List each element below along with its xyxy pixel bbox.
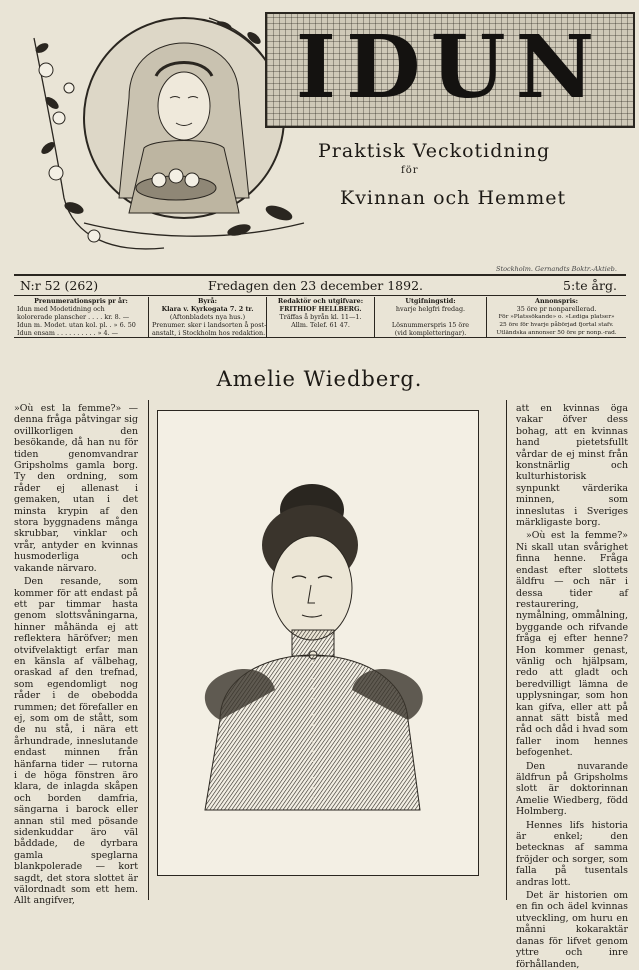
info-line: Idun m. Modet. utan kol. pl. . » 6. 50 [17, 321, 136, 329]
issue-date: Fredagen den 23 december 1892. [208, 278, 424, 293]
info-line: Träffas å byrån kl. 11—1. [279, 313, 362, 321]
issue-rule-bottom [14, 295, 626, 296]
info-line: hvarje helgfri fredag. [395, 305, 466, 313]
info-col-advertising [487, 297, 626, 337]
article-paragraph: att en kvinnas öga vakar öfver dess bohag, att en kvinnas hand pietetsfullt vårdar de ej minst från konstnärlig och kulturhistorisk synpunkt värderika minnen, som inneslutas i Sveriges märkligaste borg. [516, 403, 628, 529]
article-column-left [14, 403, 138, 907]
article-paragraph: »Où est la femme?» — denna fråga påtvingar sig ovillkorligen den besökande, då han nu för tiden genomvandrar Gripsholms gamla borg. Ty den ordning, som råder ej allenast i gemaken, utan i det minsta krypin af den stora byggnadens många skrubbar, vinklar och vrår, antyder en kvinnas husmoderliga och vakande närvaro. [14, 403, 138, 574]
info-line: (Aftonbladets nya hus.) [169, 313, 246, 321]
article-paragraph: Hennes lifs historia är enkel; den betecknas af samma fröjder och sorger, som falla på tusentals andras lott. [516, 819, 628, 888]
article-paragraph: Den nuvarande äldfrun på Gripsholms slott är doktorinnan Amelie Wiedberg, född Holmberg. [516, 760, 628, 818]
info-line: 25 öre för hvarje påbörjad fjortal stafv. [499, 322, 614, 328]
portrait-engraving [180, 470, 440, 810]
info-line: Klara v. Kyrkogata 7. 2 tr. [161, 305, 254, 313]
info-line: Idun ensam . . . . . . . . . . » 4. — [17, 329, 119, 337]
info-line: 35 öre pr nonparellerad. [516, 305, 597, 313]
issue-year: 5:te årg. [563, 278, 617, 293]
info-heading: Redaktör och utgifvare: [277, 297, 364, 305]
info-line: FRITHIOF HELLBERG. [279, 305, 362, 313]
info-line [378, 313, 483, 321]
info-line: kolorerade planscher . . . . kr. 8. — [17, 313, 130, 321]
article-paragraph: »Où est la femme?» Ni skall utan svårighet finna henne. Fråga endast efter slottets äldfru — och när i dessa tider af restaurering, nymålning, ommålning, byggande och rifvande fråga ej efter henne? Hon kommer genast, vänlig och hjälpsam, redo att gladt och beredvilligt lämna de upplysningar, som hon kan gifva, eller att på annat sätt bistå med råd och dåd i hvad som faller inom hennes befogenhet. [516, 530, 628, 759]
info-line: Allm. Telef. 61 47. [291, 321, 350, 329]
issue-number: N:r 52 (262) [20, 278, 99, 293]
info-col-editor [267, 297, 375, 337]
column-rule [148, 400, 149, 900]
info-strip [14, 297, 626, 338]
info-col-publication [375, 297, 487, 337]
article-title: Amelie Wiedberg. [216, 367, 423, 391]
masthead-tagline-line2: för [401, 165, 419, 176]
info-col-subscription [14, 297, 149, 337]
info-col-office [149, 297, 267, 337]
issue-rule-top [14, 274, 626, 276]
masthead-title: IDUN [295, 17, 605, 118]
info-line: För »Platssökande» o. »Lediga platser» [498, 314, 615, 320]
article-column-right [516, 403, 628, 970]
masthead-tagline-line3: Kvinnan och Hemmet [340, 187, 567, 209]
masthead-tagline-line1: Praktisk Veckotidning [318, 140, 551, 162]
info-line: Prenumer. sker i landsorten å post- [152, 321, 267, 329]
column-rule [506, 400, 507, 900]
info-heading: Prenumerationspris pr år: [34, 297, 128, 305]
printer-note: Stockholm. Gernandts Boktr.-Aktieb. [496, 265, 617, 273]
info-heading: Utgifningstid: [405, 297, 456, 305]
info-line: (vid kompletteringar). [394, 329, 467, 337]
info-heading: Annonspris: [535, 297, 578, 305]
info-line: Utländska annonser 50 öre pr nonp.-rad. [496, 330, 617, 336]
article-paragraph: Den resande, som kommer för att endast på ett par timmar hasta genom slottsvåningarna, hinner måhända ej att reflektera häröfver; men otvifvelaktigt erfar man en känsla af välbehag, oraskad af den trefnad, som egendomligt nog råder i de obebodda rummen; det förefaller en ej, som om de stått, som de nu stå, i nära ett århundrade, inneslutande endast minnen från hänfarna tider — rutorna i de höga fönstren äro klara, de inlagda skåpen och borden damfria, sängarna i barock eller annan stil med pösande sidenkuddar äro väl båddade, de dyrbara gamla speglarna blankpolerade — kort sagdt, det stora slottet är välordnadt som ett hem. Allt angifver, [14, 576, 138, 907]
info-line: Idun med Modetidning och [17, 305, 105, 313]
info-line: anstalt, i Stockholm hos redaktion. [152, 329, 266, 337]
article-paragraph: Det är historien om en fin och ädel kvinnas utveckling, om huru en månni kokaraktär danas för lifvet genom yttre och inre förhållanden, [516, 890, 628, 970]
info-heading: Byrå: [198, 297, 217, 305]
info-line: Lösnummerspris 15 öre [391, 321, 470, 329]
